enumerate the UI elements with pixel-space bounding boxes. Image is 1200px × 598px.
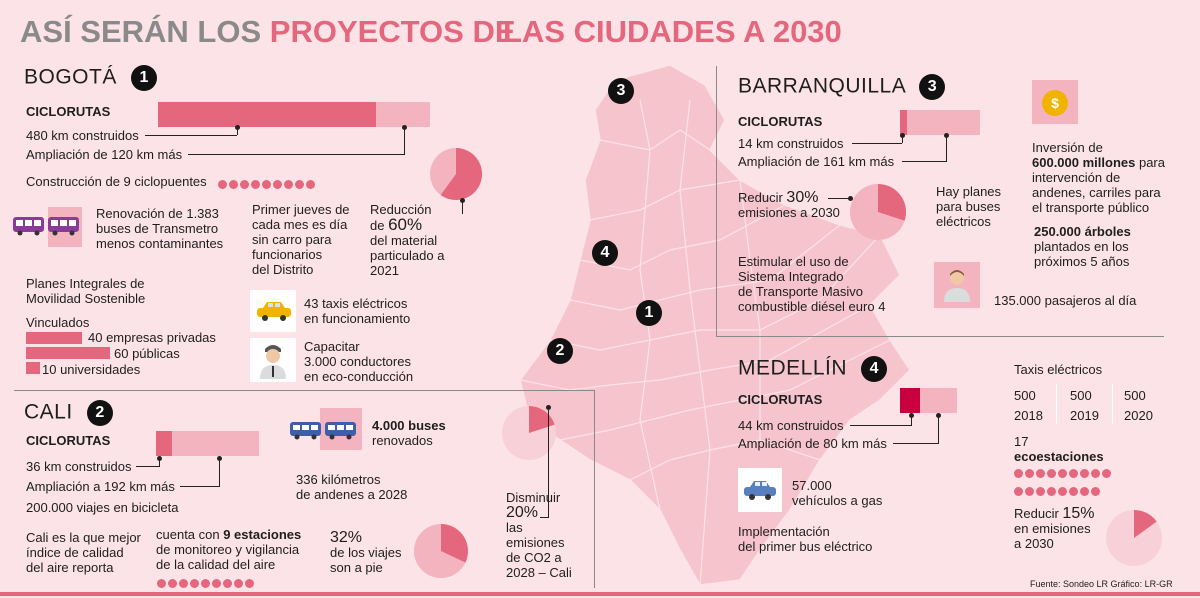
leader-line <box>946 135 947 161</box>
bogota-expansion-text: Ampliación de 120 km más <box>26 147 183 162</box>
barranquilla-built-text: 14 km construidos <box>738 136 844 151</box>
bus-icon <box>12 214 82 238</box>
barranquilla-expansion-text: Ampliación de 161 km más <box>738 154 895 169</box>
dot-marker <box>251 180 260 189</box>
dot-marker <box>1091 487 1100 496</box>
barranquilla-trees-text: 250.000 árboles plantados en los próximos 5 años <box>1034 224 1131 269</box>
dot-marker <box>1047 487 1056 496</box>
table-divider <box>1112 384 1113 424</box>
cali-stations-text: cuenta con 9 estaciones de monitoreo y vigilancia de la calidad del aire <box>156 527 302 572</box>
leader-line <box>850 425 912 426</box>
bogota-vinculados-text: Vinculados <box>26 315 90 330</box>
leader-line <box>902 161 947 162</box>
barranquilla-stimulate-text: Estimular el uso de Sistema Integrado de Transporte Masivo combustible diésel euro 4 <box>738 254 886 314</box>
divider <box>716 66 717 336</box>
cali-walk-text: 32% de los viajes son a pie <box>330 529 402 575</box>
barranquilla-reduce-pie <box>848 182 908 242</box>
dot-marker <box>1069 487 1078 496</box>
dot-marker <box>1014 487 1023 496</box>
dot-marker <box>1036 469 1045 478</box>
bogota-reduction-text: Reducción de 60% del material particulado a 2021 <box>370 202 445 278</box>
bar-publicas <box>26 347 110 359</box>
dot-marker <box>245 579 254 588</box>
dot-marker <box>1047 469 1056 478</box>
leader-line <box>404 127 405 154</box>
bogota-capacitar-text: Capacitar 3.000 conductores en eco-conducción <box>304 339 414 384</box>
section-title-medellin: MEDELLÍN 4 <box>738 356 887 382</box>
bogota-empresas-text: 40 empresas privadas <box>88 330 216 345</box>
dot-marker <box>1025 469 1034 478</box>
leader-line <box>852 143 902 144</box>
page-title: ASÍ SERÁN LOS PROYECTOS DE <box>20 14 516 49</box>
taxi-year-2019: 2019 <box>1070 408 1099 423</box>
divider <box>14 390 594 391</box>
dot-marker <box>1080 469 1089 478</box>
cali-stations-dots <box>157 575 256 585</box>
medellin-ecostations-text: 17 ecoestaciones <box>1014 434 1104 464</box>
cali-sidewalks-text: 336 kilómetros de andenes a 2028 <box>296 472 408 502</box>
section-title-barranquilla: BARRANQUILLA 3 <box>738 74 945 100</box>
leader-dot <box>944 133 949 138</box>
taxi-icon <box>255 300 293 322</box>
leader-line <box>938 415 939 443</box>
leader-line <box>145 135 237 136</box>
barranquilla-passengers-text: 135.000 pasajeros al día <box>994 293 1137 308</box>
taxi-value-2018: 500 <box>1014 388 1036 403</box>
medellin-built-text: 44 km construidos <box>738 418 844 433</box>
cali-built-bar <box>156 431 172 456</box>
leader-line <box>180 486 220 487</box>
barranquilla-expansion-bar <box>900 110 980 135</box>
dot-marker <box>179 579 188 588</box>
bogota-reduction-pie <box>428 146 484 202</box>
person-icon <box>942 266 972 304</box>
divider <box>594 390 595 588</box>
bogota-ciclopuentes-dots <box>218 176 317 186</box>
bar-empresas <box>26 332 82 344</box>
dot-marker <box>273 180 282 189</box>
dot-marker <box>229 180 238 189</box>
bogota-universidades-text: 10 universidades <box>42 362 141 377</box>
dot-marker <box>1058 487 1067 496</box>
dot-marker <box>201 579 210 588</box>
dot-marker <box>1014 469 1023 478</box>
leader-dot <box>217 456 222 461</box>
dot-marker <box>1069 469 1078 478</box>
medellin-vehicles-text: 57.000 vehículos a gas <box>792 478 883 508</box>
cali-buses-text: 4.000 buses renovados <box>372 418 446 448</box>
dot-marker <box>218 180 227 189</box>
dot-marker <box>190 579 199 588</box>
bogota-ciclopuentes-text: Construcción de 9 ciclopuentes <box>26 174 207 189</box>
cali-quality-text: Cali es la que mejor índice de calidad del aire reporta <box>26 530 141 575</box>
leader-dot <box>402 125 407 130</box>
leader-line <box>893 443 939 444</box>
dot-marker <box>306 180 315 189</box>
bogota-built-text: 480 km construidos <box>26 128 139 143</box>
barranquilla-built-bar <box>900 110 907 135</box>
bogota-transmetro-text: Renovación de 1.383 buses de Transmetro menos contaminantes <box>96 206 224 251</box>
dot-marker <box>262 180 271 189</box>
medellin-taxis-title: Taxis eléctricos <box>1014 362 1103 377</box>
dot-marker <box>157 579 166 588</box>
bogota-taxis-text: 43 taxis eléctricos en funcionamiento <box>304 296 411 326</box>
dot-marker <box>295 180 304 189</box>
cali-built-text: 36 km construidos <box>26 459 132 474</box>
dot-marker <box>240 180 249 189</box>
cali-co2-text: Disminuir 20% las emisiones de CO2 a 2028 – Cali <box>506 490 572 580</box>
barranquilla-investment-text: Inversión de 600.000 millones para intervención de andenes, carriles para el transporte público <box>1032 140 1165 215</box>
dot-marker <box>284 180 293 189</box>
bar-universidades <box>26 362 40 374</box>
dot-marker <box>1025 487 1034 496</box>
bogota-ciclorutas-label: CICLORUTAS <box>26 104 111 119</box>
cali-ciclorutas-label: CICLORUTAS <box>26 433 111 448</box>
map-marker-2: 2 <box>547 338 573 364</box>
leader-line <box>237 127 238 135</box>
bogota-planes-text: Planes Integrales de Movilidad Sostenible <box>26 276 146 306</box>
leader-line <box>159 458 160 466</box>
section-title-cali: CALI 2 <box>24 400 113 426</box>
leader-line <box>462 200 463 214</box>
dot-marker <box>212 579 221 588</box>
leader-line <box>188 154 405 155</box>
dot-marker <box>1080 487 1089 496</box>
medellin-bus-text: Implementación del primer bus eléctrico <box>738 524 873 554</box>
taxi-value-2020: 500 <box>1124 388 1146 403</box>
cali-co2-pie <box>500 404 558 462</box>
taxi-year-2020: 2020 <box>1124 408 1153 423</box>
bottom-rule <box>0 592 1200 596</box>
divider <box>716 336 1164 337</box>
bogota-publicas-text: 60 públicas <box>114 346 180 361</box>
map-marker-4: 4 <box>592 240 618 266</box>
dot-marker <box>168 579 177 588</box>
source-note: Fuente: Sondeo LR Gráfico: LR-GR <box>1030 579 1173 589</box>
medellin-ciclorutas-label: CICLORUTAS <box>738 392 823 407</box>
leader-line <box>828 198 850 199</box>
barranquilla-reduce-text: Reducir 30% emisiones a 2030 <box>738 189 840 220</box>
dot-marker <box>1091 469 1100 478</box>
leader-dot <box>936 413 941 418</box>
map-marker-3: 3 <box>608 78 634 104</box>
svg-text:$: $ <box>1051 95 1059 111</box>
page-title-end: LAS CIUDADES A 2030 <box>503 14 842 49</box>
medellin-reduce-text: Reducir 15% en emisiones a 2030 <box>1014 505 1095 551</box>
cali-walk-pie <box>412 522 470 580</box>
barranquilla-planes-text: Hay planes para buses eléctricos <box>936 184 1002 229</box>
medellin-reduce-pie <box>1104 508 1164 568</box>
barranquilla-ciclorutas-label: CICLORUTAS <box>738 114 823 129</box>
taxi-year-2018: 2018 <box>1014 408 1043 423</box>
dot-marker <box>1036 487 1045 496</box>
bogota-car-free-text: Primer jueves de cada mes es día sin carro para funcionarios del Distrito <box>252 202 350 277</box>
map-marker-1: 1 <box>636 300 662 326</box>
driver-icon <box>258 341 288 379</box>
taxi-value-2019: 500 <box>1070 388 1092 403</box>
leader-line <box>219 458 220 486</box>
leader-line <box>911 415 912 425</box>
leader-line <box>902 135 903 143</box>
cali-trips-text: 200.000 viajes en bicicleta <box>26 500 179 515</box>
bogota-built-bar <box>158 102 376 127</box>
buses-icon <box>289 420 359 442</box>
medellin-taxis-table <box>1010 384 1156 424</box>
medellin-ecostations-dots <box>1014 465 1114 487</box>
car-icon <box>742 480 778 500</box>
table-divider <box>1056 384 1057 424</box>
dot-marker <box>1058 469 1067 478</box>
medellin-expansion-text: Ampliación de 80 km más <box>738 436 887 451</box>
cali-expansion-text: Ampliación a 192 km más <box>26 479 175 494</box>
dot-marker <box>234 579 243 588</box>
dot-marker <box>1102 469 1111 478</box>
medellin-built-bar <box>900 388 920 413</box>
leader-line <box>136 466 160 467</box>
coin-icon <box>1040 88 1070 118</box>
section-title-bogota: BOGOTÁ 1 <box>24 65 157 91</box>
dot-marker <box>223 579 232 588</box>
